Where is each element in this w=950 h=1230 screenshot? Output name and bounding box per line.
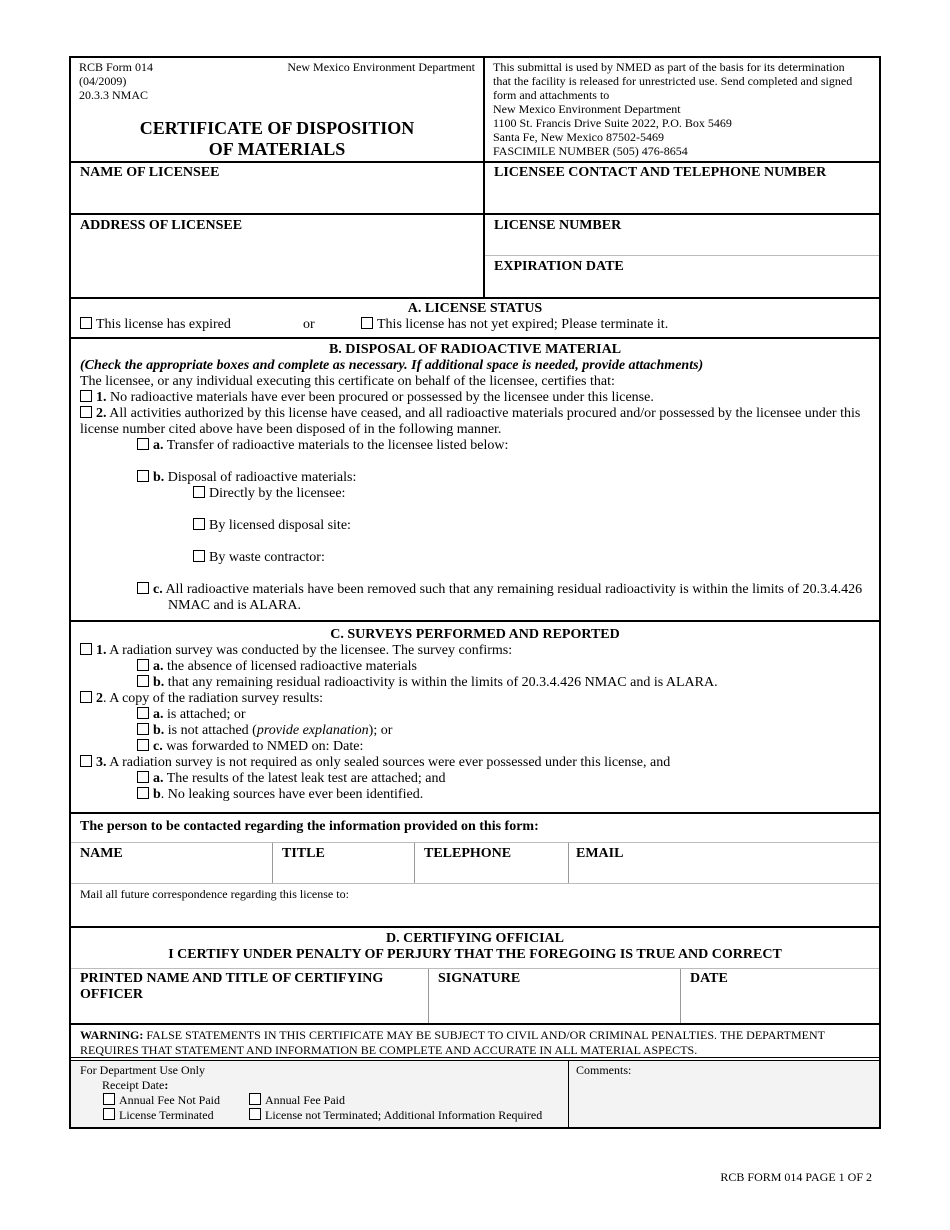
b-item-2: 2. All activities authorized by this license have ceased, and all radioactive materials procured and/or possessed by the licensee under this — [80, 406, 870, 422]
c-item-1b: b. that any remaining residual radioactivity is within the limits of 20.3.4.426 NMAC and is ALARA. — [137, 675, 870, 691]
c-item-2a: a. is attached; or — [137, 707, 870, 723]
certificate-form — [69, 56, 881, 1129]
c1a-checkbox[interactable] — [137, 659, 149, 671]
c1b-checkbox[interactable] — [137, 675, 149, 687]
licensee-name-row — [71, 163, 879, 215]
expired-label: This license has expired — [96, 317, 231, 332]
c-item-2c: c. was forwarded to NMED on: Date: — [137, 739, 870, 755]
department-name: New Mexico Environment Department — [287, 60, 475, 74]
licensee-address-row — [71, 215, 879, 299]
section-a — [71, 299, 879, 339]
section-b-instruction: (Check the appropriate boxes and complete as necessary. If additional space is needed, provide attachments) — [80, 358, 704, 373]
nmed-address: New Mexico Environment Department — [493, 102, 681, 116]
contact-telephone-field[interactable]: TELEPHONE — [415, 843, 569, 883]
section-c — [71, 622, 879, 814]
c2b-checkbox[interactable] — [137, 723, 149, 735]
section-d-title: D. CERTIFYING OFFICIAL — [385, 931, 565, 946]
section-a-title: A. LICENSE STATUS — [407, 301, 543, 316]
warning-text: WARNING: FALSE STATEMENTS IN THIS CERTIFICATE MAY BE SUBJECT TO CIVIL AND/OR CRIMINAL PENALTIES. THE DEPARTMENT REQUIRES THAT STATEMENT AND INFORMATION BE COMPLETE AND ACCURATE IN ALL MATERIAL ASPECTS. — [80, 1028, 825, 1057]
direct-checkbox[interactable] — [193, 486, 205, 498]
section-b: B. DISPOSAL OF RADIOACTIVE MATERIAL (Check the appropriate boxes and complete as necessary. If additional space is needed, provide attachments) The licensee, or any individual executing this certificate on behalf of the licensee, certifies that: 1. No radioactive materials have ever been procured or possessed by the licensee under this license. 2. All activities authorized by this license have ceased, and all radioactive materials procured and/or possessed by the licensee under this license number cited above have been disposed of in the following manner. a. Transfer of radioactive materials to the licensee listed below: b. Disposal of radioactive materials: Directly by the licensee: By licensed disposal site: By waste contractor: c. All radioactive materials have been removed such that any remaining residual radioactivity is within the limits of 20.3.4.426 NMAC and is ALARA. — [71, 339, 879, 622]
section-d — [71, 928, 879, 1025]
c3a-checkbox[interactable] — [137, 771, 149, 783]
b2b-checkbox[interactable] — [137, 470, 149, 482]
license-details — [485, 215, 879, 297]
waste-contractor-checkbox[interactable] — [193, 550, 205, 562]
form-id: RCB Form 014 — [79, 60, 154, 74]
section-b-intro: The licensee, or any individual executing this certificate on behalf of the licensee, certifies that: — [80, 374, 615, 389]
license-terminated-checkbox[interactable] — [103, 1108, 115, 1120]
expired-checkbox[interactable] — [80, 317, 92, 329]
department-use-section — [71, 1061, 879, 1127]
certifying-officer-field[interactable]: PRINTED NAME AND TITLE OF CERTIFYING OFFICER — [71, 969, 429, 1023]
fee-paid-checkbox[interactable] — [249, 1093, 261, 1105]
terminate-label: This license has not yet expired; Please terminate it. — [377, 317, 669, 332]
c-item-3a: a. The results of the latest leak test are attached; and — [137, 771, 870, 787]
expiration-date-field[interactable]: EXPIRATION DATE — [494, 259, 624, 274]
header-row — [71, 58, 879, 163]
form-date: (04/2009) — [79, 74, 127, 88]
b2c-checkbox[interactable] — [137, 582, 149, 594]
contact-title-field[interactable]: TITLE — [273, 843, 415, 883]
b-direct: Directly by the licensee: — [193, 486, 870, 502]
b-disposal-site: By licensed disposal site: — [193, 518, 870, 534]
warning-section — [71, 1025, 879, 1061]
comments-field[interactable]: Comments: — [576, 1063, 632, 1077]
section-b-title: B. DISPOSAL OF RADIOACTIVE MATERIAL — [328, 342, 622, 357]
b-item-2c: c. All radioactive materials have been removed such that any remaining residual radioactivity is within the limits of 20.3.4.426 — [137, 582, 870, 598]
b1-checkbox[interactable] — [80, 390, 92, 402]
c-item-2: 2. A copy of the radiation survey results: — [80, 691, 870, 707]
c3-checkbox[interactable] — [80, 755, 92, 767]
receipt-date: Receipt Date: — [102, 1078, 169, 1092]
mail-correspondence-field[interactable]: Mail all future correspondence regarding this license to: — [80, 887, 349, 901]
fee-not-paid-checkbox[interactable] — [103, 1093, 115, 1105]
dept-use-heading: For Department Use Only — [80, 1063, 205, 1077]
or-label: or — [303, 317, 315, 332]
b-item-1: 1. No radioactive materials have ever been procured or possessed by the licensee under this license. — [80, 390, 870, 406]
c3b-checkbox[interactable] — [137, 787, 149, 799]
disposal-site-checkbox[interactable] — [193, 518, 205, 530]
fax-number: FASCIMILE NUMBER (505) 476-8654 — [493, 144, 688, 158]
contact-email-field[interactable]: EMAIL — [576, 846, 624, 861]
page-footer: RCB FORM 014 PAGE 1 OF 2 — [720, 1170, 872, 1184]
b-waste-contractor: By waste contractor: — [193, 550, 870, 566]
b-item-2a: a. Transfer of radioactive materials to the licensee listed below: — [137, 438, 870, 454]
c2a-checkbox[interactable] — [137, 707, 149, 719]
c-item-1: 1. A radiation survey was conducted by the licensee. The survey confirms: — [80, 643, 870, 659]
terminate-checkbox[interactable] — [361, 317, 373, 329]
c-item-2b: b. is not attached (provide explanation); or — [137, 723, 870, 739]
license-not-terminated-checkbox[interactable] — [249, 1108, 261, 1120]
licensee-address-field[interactable]: ADDRESS OF LICENSEE — [71, 215, 485, 297]
b2a-checkbox[interactable] — [137, 438, 149, 450]
contact-name-field[interactable]: NAME — [71, 843, 273, 883]
header-left — [71, 58, 485, 161]
certify-date-field[interactable]: DATE — [690, 971, 728, 986]
b-item-2b: b. Disposal of radioactive materials: — [137, 470, 870, 486]
c1-checkbox[interactable] — [80, 643, 92, 655]
licensee-name-field[interactable]: NAME OF LICENSEE — [71, 163, 485, 213]
section-c-title: C. SURVEYS PERFORMED AND REPORTED — [330, 627, 620, 642]
b2-checkbox[interactable] — [80, 406, 92, 418]
contact-section — [71, 814, 879, 928]
licensee-contact-field[interactable]: LICENSEE CONTACT AND TELEPHONE NUMBER — [494, 165, 827, 180]
signature-field[interactable]: SIGNATURE — [429, 969, 681, 1023]
c2c-checkbox[interactable] — [137, 739, 149, 751]
perjury-statement: I CERTIFY UNDER PENALTY OF PERJURY THAT THE FOREGOING IS TRUE AND CORRECT — [168, 947, 782, 962]
c-item-1a: a. the absence of licensed radioactive materials — [137, 659, 870, 675]
department-use-box: For Department Use Only Receipt Date: Annual Fee Not Paid Annual Fee Paid License Terminated License not Terminated; Additional Information Required — [71, 1061, 569, 1127]
license-number-field[interactable]: LICENSE NUMBER — [485, 215, 879, 256]
regulation-ref: 20.3.3 NMAC — [79, 88, 149, 102]
contact-heading: The person to be contacted regarding the information provided on this form: — [71, 814, 879, 843]
c2-checkbox[interactable] — [80, 691, 92, 703]
c-item-3: 3. A radiation survey is not required as only sealed sources were ever possessed under this license, and — [80, 755, 870, 771]
form-title: CERTIFICATE OF DISPOSITION OF MATERIALS — [139, 118, 415, 159]
contact-fields — [71, 843, 879, 884]
submittal-info: This submittal is used by NMED as part of the basis for its determination that the facility is released for unrestricted use. Send completed and signed form and attachments to New Mexico Environment Department 1100 St. Francis Drive Suite 2022, P.O. Box 5469 Santa Fe, New Mexico 87502-5469 FASCIMILE NUMBER (505) 476-8654 — [485, 58, 879, 161]
c-item-3b: b. No leaking sources have ever been identified. — [137, 787, 870, 803]
